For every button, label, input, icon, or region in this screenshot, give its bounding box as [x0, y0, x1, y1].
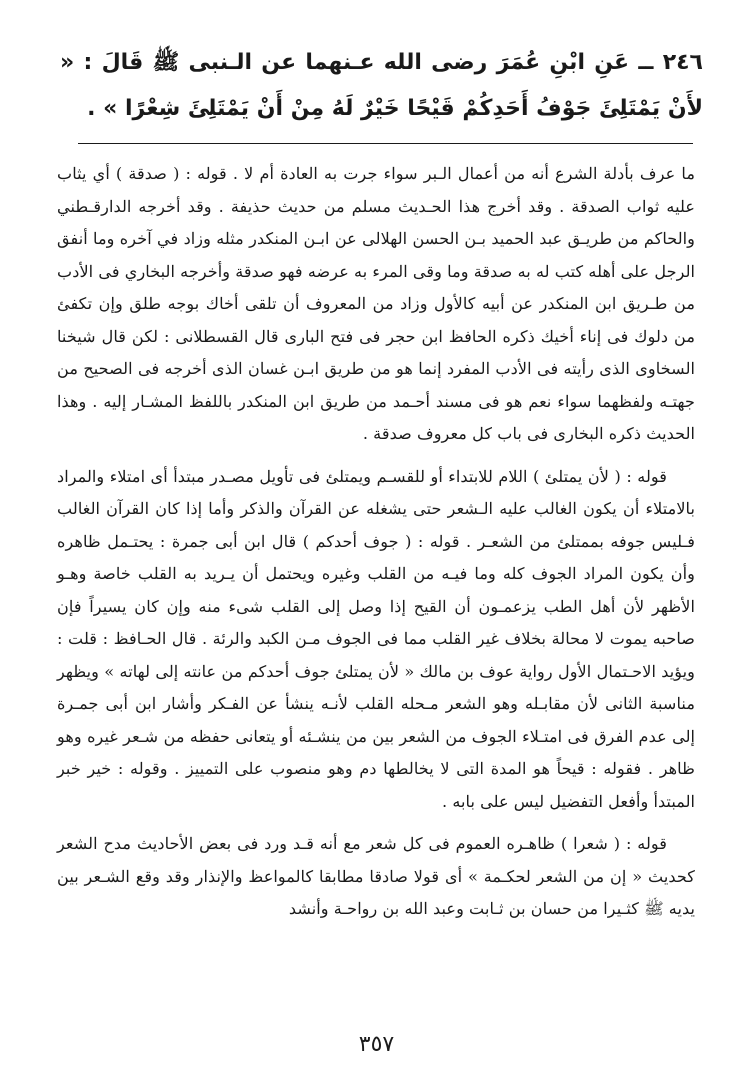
commentary: [57, 158, 695, 926]
commentary-paragraph: قوله : ( شعرا ) ظاهـره العموم فى كل شعر مع أنه قـد ورد فى بعض الأحاديث مدح الشعر كحديث « إن من الشعر لحكـمة » أى قولا صادقا مطابقا كالمواعظ والإنذار وقد وقع الشـعر بين يديه ﷺ كثـيرا من حسان بن ثـابت وعبد الله بن رواحـة وأنشد: [57, 834, 695, 918]
commentary-paragraph: قوله : ( لأن يمتلئ ) اللام للابتداء أو للقسـم ويمتلئ فى تأويل مصـدر مبتدأ أى امتلاء والمراد بالامتلاء أن يكون الغالب عليه الـشعر حتى يشغله عن القرآن والذكر وأما إذا كان القرآن الغالب فـليس جوفه بممتلئ من الشعـر . قوله : ( جوف أحدكم ) قال ابن أبى جمرة : يحتـمل ظاهره وأن يكون المراد الجوف كله وما فيـه من القلب وغيره ويحتمل أن يـريد به القلب خاصة وهـو الأظهر لأن أهل الطب يزعمـون أن القيح إذا وصل إلى القلب شىء منه وإن كان يسيراً فإن صاحبه يموت لا محالة بخلاف غير القلب مما فى الجوف مـن الكبد والرئة . قال الحـافظ : قلت : ويؤيد الاحـتمال الأول رواية عوف بن مالك « لأن يمتلئ جوف أحدكم من عانته إلى لهاته » ويظهر مناسبة الثانى لأن مقابـله وهو الشعر مـحله القلب لأنـه ينشأ عن الفـكر وأشار ابن أبى جمـرة إلى عدم الفرق فى امتـلاء الجوف من الشعر بين من ينشـئه أو يتعانى حفظه من شـعر غيره وهو ظاهر . فقوله : قيحاً هو المدة التى لا يخالطها دم وهو منصوب على التمييز . وقوله : خير خبر المبتدأ وأفعل التفضيل ليس على بابه .: [57, 466, 695, 811]
commentary-paragraph: ما عرف بأدلة الشرع أنه من أعمال الـبر سواء جرت به العادة أم لا . قوله : ( صدقة ) أي يثاب عليه ثواب الصدقة . وقد أخرج هذا الحـديث مسلم من حديث حذيفة . وقد أخرجه الدارقـطني والحاكم من طريـق عبد الحميد بـن الحسن الهلالى عن ابـن المنكدر مثله وزاد في آخره وما أنفق الرجل على أهله كتب له به صدقة وما وقى المرء به عرضه فهو صدقة وأخرجه البخاري فى الأدب من طـريق ابن المنكدر عن أبيه كالأول وزاد من المعروف أن تلقى أخاك بوجه طلق وإن تكفئ من دلوك فى إناء أخيك ذكره الحافظ ابن حجر فى فتح البارى قال القسطلانى : لكن قال شيخنا السخاوى الذى رأيته فى الأدب المفرد إنما هو من طريق ابـن غسان الذى أخرجه فى الصحيح من جهتـه ولفظهما سواء نعم هو فى مسند أحـمد من طريق ابن المنكدر باللفظ المشـار إليه . وهذا الحديث ذكره البخارى فى باب كل معروف صدقة .: [57, 164, 695, 443]
hadith-text: ٢٤٦ ــ عَنِ ابْنِ عُمَرَ رضى الله عـنهما عن الـنبى ﷺ قَالَ : « لأَنْ يَمْتَلِئَ جَوْفُ أَحَدِكُمْ قَيْحًا خَيْرٌ لَهُ مِنْ أَنْ يَمْتَلِئَ شِعْرًا » .: [60, 50, 703, 121]
separator-rule: [78, 143, 693, 144]
page-number: ٣٥٧: [358, 1032, 395, 1057]
